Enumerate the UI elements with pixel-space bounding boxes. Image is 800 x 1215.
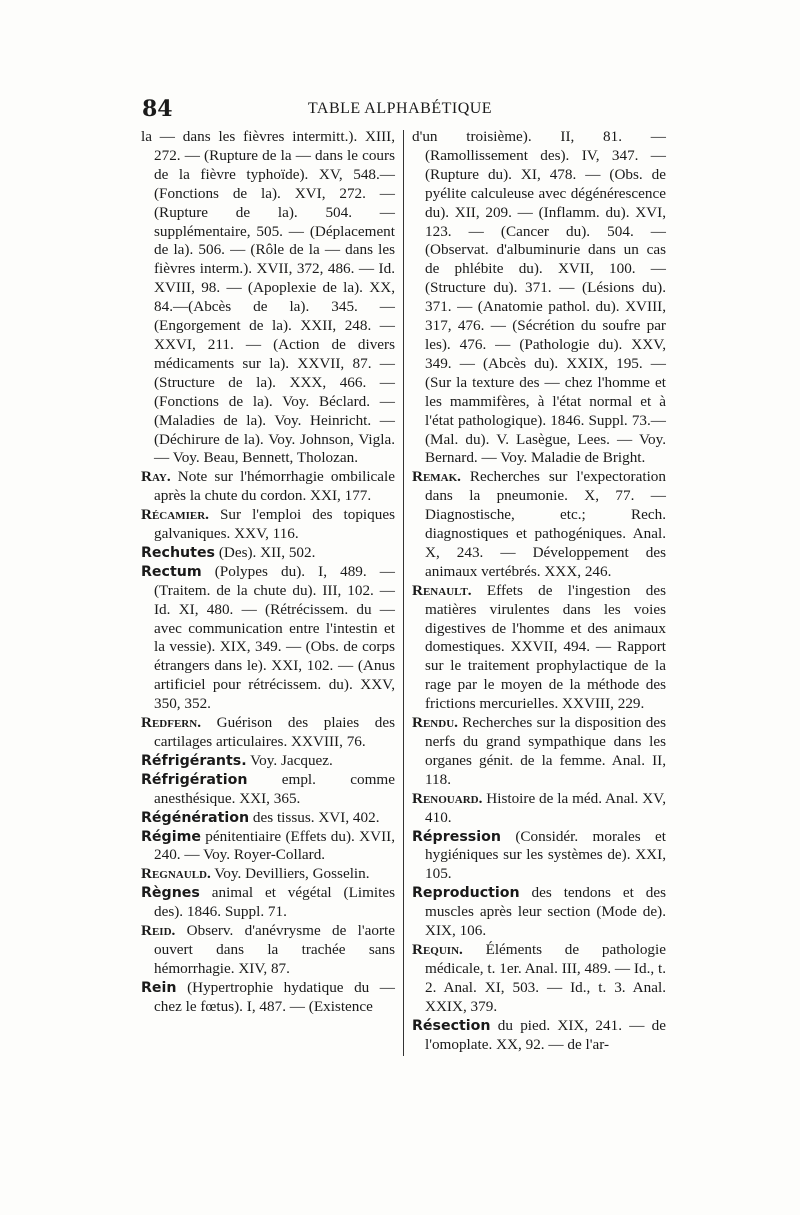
entry-text: (Hypertrophie hydatique du — chez le fœtus). I, 487. — (Existence: [154, 978, 395, 1015]
entry-text: animal et végétal (Limites des). 1846. Suppl. 71.: [154, 884, 395, 921]
index-entry: [412, 941, 666, 1017]
index-entry: [412, 468, 666, 581]
column-divider: [403, 130, 404, 1056]
entry-headword: Rechutes: [141, 544, 216, 561]
entry-text: Recherches sur l'expectoration dans la pneumonie. X, 77. — Diagnostische, etc.; Rech. diagnostiques et pathogéniques. Anal. X, 243. — Développement des animaux vertébrés. XXX, 246.: [425, 468, 666, 580]
entry-headword: Règnes: [141, 885, 200, 902]
index-entry: [141, 544, 395, 563]
index-entry: [141, 809, 395, 828]
entry-text: Voy. Devilliers, Gosselin.: [210, 865, 370, 883]
left-column: [141, 128, 395, 1017]
entry-headword: Requin.: [412, 940, 463, 958]
index-entry: [412, 1017, 666, 1055]
entry-headword: Régime: [141, 828, 201, 845]
entry-headword: Réfrigération: [141, 771, 248, 788]
entry-text: Sur l'emploi des topiques galvaniques. XXV, 116.: [154, 506, 395, 543]
index-entry: [141, 468, 395, 506]
entry-text: (Des). XII, 502.: [215, 543, 316, 561]
index-entry: [141, 563, 395, 714]
entry-headword: Répression: [412, 828, 501, 845]
entry-text: des tendons et des muscles après leur section (Mode de). XIX, 106.: [425, 884, 666, 940]
entry-text: Guérison des plaies des cartilages articulaires. XXVIII, 76.: [154, 714, 395, 750]
entry-text: la — dans les fièvres intermitt.). XIII, 272. — (Rupture de la — dans le cours de la fièvre typhoïde). XV, 548.—(Fonctions de la). XVI, 272. — (Rupture de la). 504. — supplémentaire, 505. — (Déplacement de la). 506. — (Rôle de la — dans les fièvres interm.). XVII, 372, 486. — Id. XVIII, 98. — (Apoplexie de la). XX, 84.—(Abcès de la). 345. — (Engorgement de la). XXII, 248. — XXVI, 211. — (Action de divers médicaments sur la). XXVII, 87. — (Structure de la). XXX, 466. — (Fonctions de la). Voy. Béclard. — (Maladies de la). Voy. Heinricht. — (Déchirure de la). Voy. Johnson, Vigla. — Voy. Beau, Bennett, Tholozan.: [141, 128, 395, 467]
entry-headword: Reproduction: [412, 885, 520, 902]
entry-headword: Rectum: [141, 563, 202, 580]
index-entry: [412, 790, 666, 828]
right-column: [412, 128, 666, 1054]
entry-text: Recherches sur la disposition des nerfs du grand sympathique dans les organes génit. de la femme. Anal. II, 118.: [425, 714, 666, 788]
page-header: [120, 96, 680, 126]
entry-headword: Reid.: [141, 922, 176, 940]
entry-headword: Ray.: [141, 468, 171, 486]
entry-text: (Polypes du). I, 489. — (Traitem. de la chute du). III, 102. — Id. XI, 480. — (Rétrécissem. du — avec communication entre l'intestin et la vessie). XIX, 349. — (Obs. de corps étrangers dans le). XXI, 102. — (Anus artificiel pour rétrécissem. du). XXV, 350, 352.: [154, 562, 395, 713]
entry-headword: Renouard.: [412, 789, 483, 807]
page-number: 84: [142, 96, 173, 122]
entry-headword: Régénération: [141, 809, 250, 826]
entry-text: Histoire de la méd. Anal. XV, 410.: [425, 789, 666, 826]
index-entry: [412, 128, 666, 468]
index-entry: [412, 884, 666, 941]
index-entry: [141, 828, 395, 866]
entry-text: Note sur l'hémorrhagie ombilicale après la chute du cordon. XXI, 177.: [154, 468, 395, 505]
index-entry: [141, 506, 395, 544]
running-title: TABLE ALPHABÉTIQUE: [307, 100, 493, 117]
entry-headword: Remak.: [412, 468, 461, 486]
index-entry: [141, 128, 395, 468]
entry-text: Voy. Jacquez.: [246, 751, 333, 769]
index-entry: [141, 884, 395, 922]
index-entry: [141, 771, 395, 809]
entry-headword: Renault.: [412, 581, 472, 599]
entry-headword: Redfern.: [141, 714, 201, 732]
index-entry: [141, 922, 395, 979]
entry-headword: Récamier.: [141, 506, 209, 524]
index-entry: [141, 979, 395, 1017]
index-entry: [412, 828, 666, 885]
entry-headword: Résection: [412, 1017, 491, 1034]
entry-text: Effets de l'ingestion des matières virulentes dans les voies digestives de l'homme et des animaux domestiques. XXVII, 494. — Rapport sur le traitement prophylactique de la rage par le moyen de la méthode des frictions mercurielles. XXVIII, 229.: [425, 581, 666, 713]
entry-text: des tissus. XVI, 402.: [249, 808, 380, 826]
entry-text: du pied. XIX, 241. — de l'omoplate. XX, 92. — de l'ar-: [425, 1016, 666, 1053]
index-entry: [412, 714, 666, 790]
entry-headword: Regnauld.: [141, 865, 211, 883]
entry-headword: Rein: [141, 979, 177, 996]
index-entry: [141, 752, 395, 771]
index-entry: [141, 714, 395, 752]
entry-text: pénitentiaire (Effets du). XVII, 240. — Voy. Royer-Collard.: [154, 827, 395, 864]
entry-text: (Considér. morales et hygiéniques sur les systèmes de). XXI, 105.: [425, 827, 666, 883]
entry-text: Éléments de pathologie médicale, t. 1er. Anal. III, 489. — Id., t. 2. Anal. XI, 503. — Id., t. 3. Anal. XXIX, 379.: [425, 940, 666, 1015]
index-entry: [412, 582, 666, 714]
entry-headword: Réfrigérants.: [141, 752, 247, 769]
entry-text: d'un troisième). II, 81. — (Ramollissement des). IV, 347. — (Rupture du). XI, 478. — (Obs. de pyélite calculeuse avec dégénérescence du). XII, 209. — (Inflamm. du). XVI, 123. — (Cancer du). 504. — (Observat. d'albuminurie dans un cas de phlébite du). XVII, 100. — (Structure du). 371. — (Lésions du). 371. — (Anatomie pathol. du). XVIII, 317, 476. — (Sécrétion du soufre par les). 476. — (Pathologie du). XXV, 349. — (Abcès du). XXIX, 195. — (Sur la texture des — chez l'homme et les mammifères, à l'état normal et à l'état pathologique). 1846. Suppl. 73.—(Mal. du). V. Lasègue, Lees. — Voy. Bernard. — Voy. Maladie de Bright.: [412, 128, 666, 467]
index-entry: [141, 865, 395, 884]
entry-text: empl. comme anesthésique. XXI, 365.: [154, 770, 395, 807]
entry-text: Observ. d'anévrysme de l'aorte ouvert dans la trachée sans hémorrhagie. XIV, 87.: [154, 922, 395, 977]
entry-headword: Rendu.: [412, 714, 458, 732]
